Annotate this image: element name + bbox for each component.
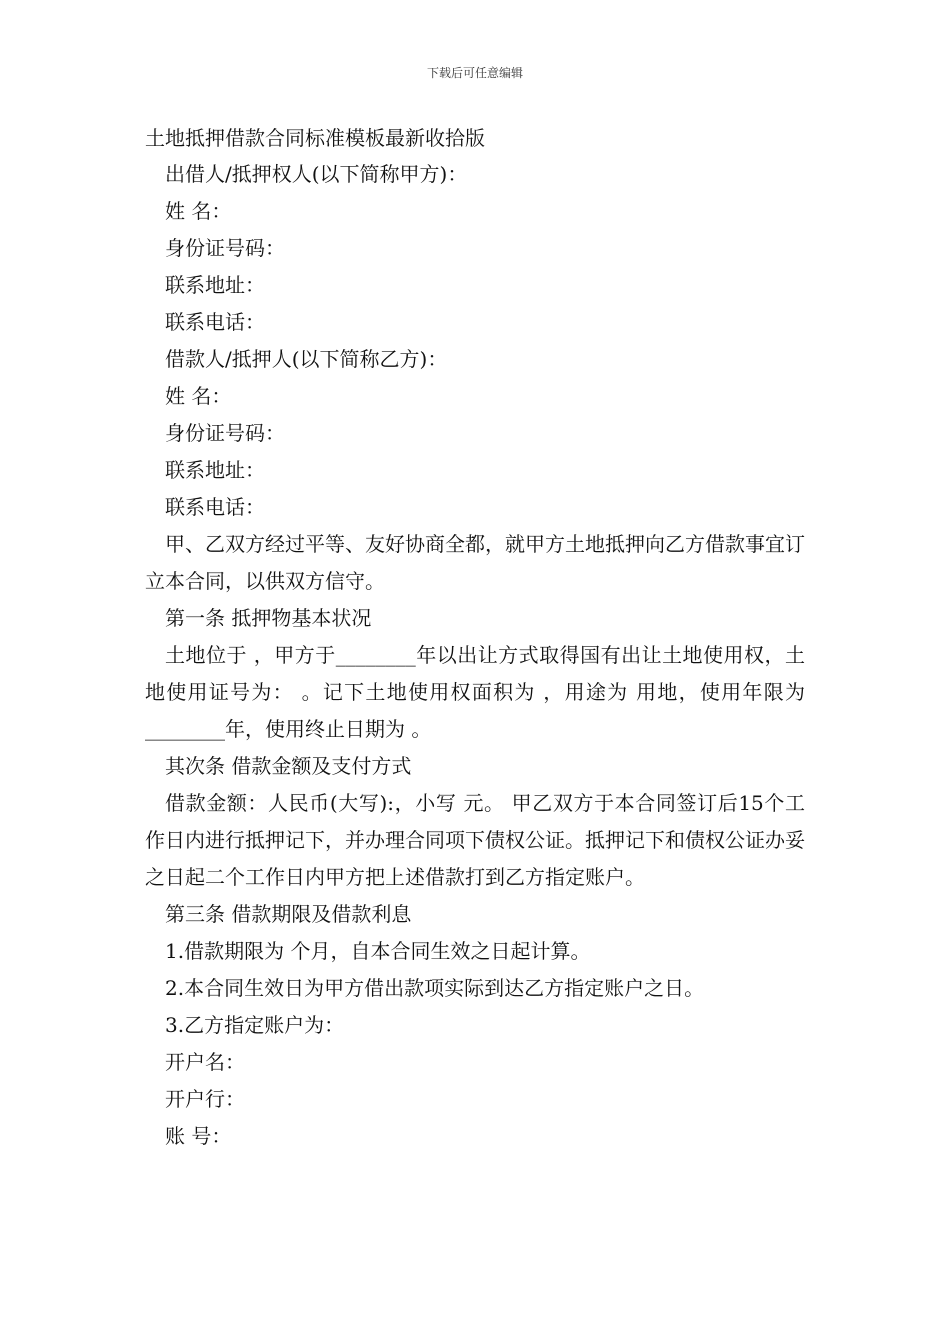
article-1-text: 土地位于 ，甲方于________年以出让方式取得国有出让土地使用权，土地使用证号为： 。记下土地使用权面积为 ，用途为 用地，使用年限为________年，使用终止日期为 。: [145, 643, 805, 741]
party-a-phone: 联系电话：: [165, 310, 265, 334]
party-b-phone: 联系电话：: [165, 495, 265, 519]
party-b-address: 联系地址：: [165, 458, 265, 482]
intro-paragraph: 甲、乙双方经过平等、友好协商全都，就甲方土地抵押向乙方借款事宜订立本合同，以供双方信守。: [145, 532, 805, 593]
article-2-text: 借款金额：人民币(大写):，小写 元。 甲乙双方于本合同签订后15个工作日内进行抵押记下，并办理合同项下债权公证。抵押记下和债权公证办妥之日起二个工作日内甲方把上述借款打到乙方指定账户。: [145, 791, 805, 889]
bank-field: 开户行：: [165, 1087, 245, 1111]
document-title: 土地抵押借款合同标准模板最新收拾版: [145, 126, 485, 150]
party-a-heading: 出借人/抵押权人(以下简称甲方)：: [165, 162, 468, 186]
article-3-item-2: 2.本合同生效日为甲方借出款项实际到达乙方指定账户之日。: [165, 976, 705, 1000]
account-name-field: 开户名：: [165, 1050, 245, 1074]
party-b-id: 身份证号码：: [165, 421, 285, 445]
article-3-item-1: 1.借款期限为 个月，自本合同生效之日起计算。: [165, 939, 591, 963]
party-b-name: 姓 名：: [165, 384, 232, 408]
page-header: 下载后可任意编辑: [426, 66, 523, 80]
party-a-address: 联系地址：: [165, 273, 265, 297]
document-body: [145, 120, 805, 1155]
party-b-heading: 借款人/抵押人(以下简称乙方)：: [165, 347, 448, 371]
article-3-heading: 第三条 借款期限及借款利息: [165, 902, 412, 926]
article-2-heading: 其次条 借款金额及支付方式: [165, 754, 412, 778]
account-number-field: 账 号：: [165, 1124, 232, 1148]
article-3-item-3: 3.乙方指定账户为：: [165, 1013, 345, 1037]
article-1-heading: 第一条 抵押物基本状况: [165, 606, 372, 630]
party-a-name: 姓 名：: [165, 199, 232, 223]
party-a-id: 身份证号码：: [165, 236, 285, 260]
